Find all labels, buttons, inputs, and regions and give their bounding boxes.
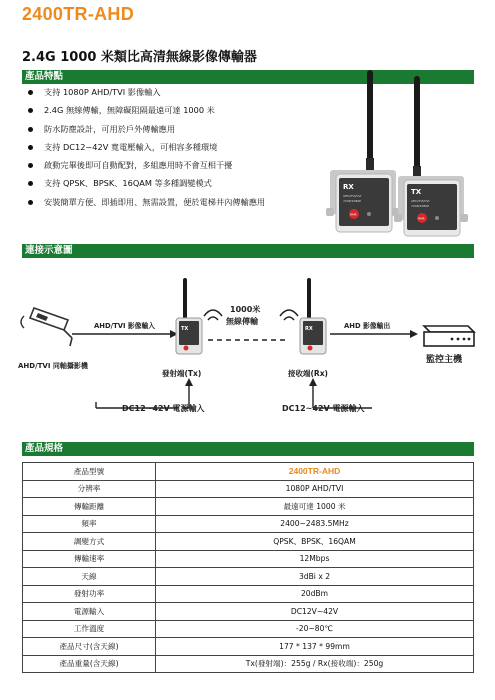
table-row: 工作溫度 -20~80℃ <box>23 620 474 638</box>
product-photo <box>322 58 472 238</box>
input-label: AHD/TVI 影像輸入 <box>94 322 156 330</box>
tx-device-model: 720P/1080P <box>411 204 429 208</box>
diagram-rx-text: RX <box>305 326 313 332</box>
connection-diagram <box>12 268 487 428</box>
table-row: 產品重量(含天線) Tx(發射端)：255g / Rx(接收端)：250g <box>23 655 474 673</box>
tx-led-icon <box>435 216 439 220</box>
feature-item: 2.4G 無線傳輸，無障礙阻隔最遠可達 1000 米 <box>28 105 308 116</box>
bullet-icon <box>28 200 33 205</box>
features-list <box>28 87 308 215</box>
bullet-icon <box>28 181 33 186</box>
bullet-icon <box>28 163 33 168</box>
table-row: 分辨率 1080P AHD/TVI <box>23 480 474 498</box>
specs-table <box>22 462 474 673</box>
table-row: 產品型號 2400TR-AHD <box>23 463 474 481</box>
feature-item: 支持 QPSK、BPSK、16QAM 等多種調變模式 <box>28 178 308 189</box>
feature-item: 支持 1080P AHD/TVI 影像輸入 <box>28 87 308 98</box>
tx-power-label: DC12~42V 電源輸入 <box>122 404 205 413</box>
table-row: 產品尺寸(含天線) 177 * 137 * 99mm <box>23 638 474 656</box>
tx-antenna-icon <box>413 76 421 180</box>
rx-label: 接收端(Rx) <box>288 369 328 378</box>
output-label: AHD 影像輸出 <box>344 322 391 330</box>
tx-pair-label: PAIR <box>418 216 425 221</box>
output-arrow-head-icon <box>410 330 418 338</box>
feature-item: 支持 DC12~42V 寬電壓輸入，可相容多種環境 <box>28 142 308 153</box>
table-row: 調變方式 QPSK、BPSK、16QAM <box>23 533 474 551</box>
table-row: 電源輸入 DC12V~42V <box>23 603 474 621</box>
bullet-icon <box>28 108 33 113</box>
diagram-section-header: 連接示意圖 <box>22 244 474 258</box>
tx-label: 發射端(Tx) <box>162 369 202 378</box>
table-row: 頻率 2400~2483.5MHz <box>23 515 474 533</box>
rx-device <box>326 170 400 232</box>
distance-line1: 1000米 <box>230 305 261 314</box>
bullet-icon <box>28 145 33 150</box>
model-title: 2400TR-AHD <box>22 4 135 24</box>
bullet-icon <box>28 127 33 132</box>
specs-section-header: 產品規格 <box>22 442 474 456</box>
rx-device-label: RX <box>343 183 354 191</box>
rx-power-label: DC12~42V 電源輸入 <box>282 404 365 413</box>
table-row: 傳輸速率 12Mbps <box>23 550 474 568</box>
rx-antenna-icon <box>366 70 374 172</box>
diagram-tx-text: TX <box>181 326 189 332</box>
table-row: 發射功率 20dBm <box>23 585 474 603</box>
rx-device-sub: AHD/TVI/CVI <box>343 194 362 198</box>
bullet-icon <box>28 90 33 95</box>
page-title: 2.4G 1000 米類比高清無線影像傳輸器 <box>22 50 257 65</box>
camera-icon <box>21 308 72 346</box>
tx-device <box>394 176 468 236</box>
camera-label: AHD/TVI 同軸攝影機 <box>18 362 88 370</box>
features-section-header: 產品特點 <box>22 70 474 84</box>
monitor-label: 監控主機 <box>426 355 463 365</box>
dvr-icon <box>424 326 474 346</box>
rx-device-model: 720P/1080P <box>343 199 361 203</box>
table-row: 天線 3dBi x 2 <box>23 568 474 586</box>
tx-power-arrow-icon <box>185 378 193 386</box>
table-row: 傳輸距離 最遠可達 1000 米 <box>23 498 474 516</box>
tx-device-sub: AHD/TVI/CVI <box>411 199 430 203</box>
distance-line2: 無線傳輸 <box>226 317 258 326</box>
feature-item: 啟動完畢後即可自動配對，多組應用時不會互相干擾 <box>28 160 308 171</box>
rx-pair-label: PAIR <box>350 212 357 217</box>
feature-item: 防水防塵設計，可用於戶外傳輸應用 <box>28 124 308 135</box>
rx-led-icon <box>367 212 371 216</box>
diagram-rx-device <box>300 278 326 354</box>
diagram-tx-device <box>176 278 202 354</box>
feature-item: 安裝簡單方便、即插即用、無需設置，便於電梯井內傳輸應用 <box>28 197 266 208</box>
tx-device-label: TX <box>411 188 422 196</box>
rx-power-arrow-icon <box>309 378 317 386</box>
